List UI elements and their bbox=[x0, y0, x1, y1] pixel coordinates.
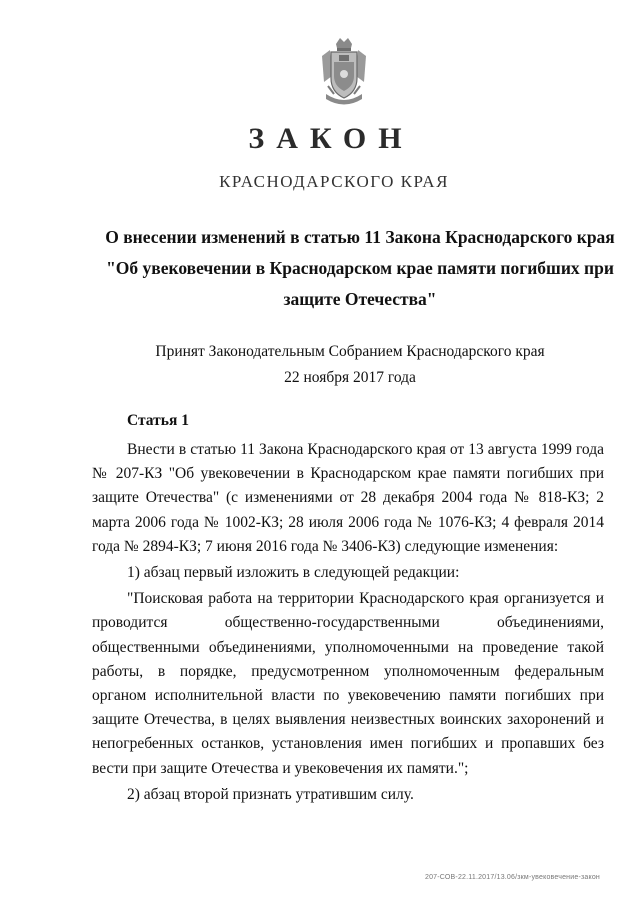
paragraph: Внести в статью 11 Закона Краснодарского края от 13 августа 1999 года № 207-КЗ "Об увековечении в Краснодарском крае памяти погибших при защите Отечества" (с изменениями от 28 декабря 2004 года № 818-КЗ; 2 марта 2006 года № 1002-КЗ; 28 июля 2006 года № 1076-КЗ; 4 февраля 2014 года № 2894-КЗ; 7 июня 2016 года № 3406-КЗ) следующие изменения: bbox=[92, 441, 604, 555]
footer-document-code: 207-СОВ-22.11.2017/13.06/зкм-увековечение-закон bbox=[424, 874, 600, 881]
paragraph: 2) абзац второй признать утратившим силу. bbox=[127, 785, 414, 803]
article-body bbox=[92, 438, 604, 807]
adopted-by: Принят Законодательным Собранием Краснодарского края bbox=[155, 343, 545, 360]
region-title: КРАСНОДАРСКОГО КРАЯ bbox=[219, 172, 449, 191]
law-title: ЗАКОН bbox=[248, 122, 414, 155]
adopted-date: 22 ноября 2017 года bbox=[284, 369, 416, 386]
document-heading: О внесении изменений в статью 11 Закона Краснодарского края "Об увековечении в Краснодарском крае памяти погибших при защите Отечества" bbox=[105, 227, 615, 309]
krasnodar-coat-of-arms-icon bbox=[318, 36, 370, 108]
paragraph: "Поисковая работа на территории Краснодарского края организуется и проводится общественно-государственными объединениями, общественными объединениями, уполномоченными на проведение такой работы, в порядке, предусмотренном уполномоченным федеральным органом исполнительной власти по увековечению памяти погибших при защите Отечества, в целях выявления неизвестных воинских захоронений и непогребенных останков, установления имен погибших и пропавших без вести при защите Отечества и увековечения их памяти."; bbox=[92, 590, 604, 777]
article-title: Статья 1 bbox=[127, 412, 189, 429]
paragraph: 1) абзац первый изложить в следующей редакции: bbox=[127, 564, 460, 582]
adoption-info bbox=[100, 339, 600, 391]
